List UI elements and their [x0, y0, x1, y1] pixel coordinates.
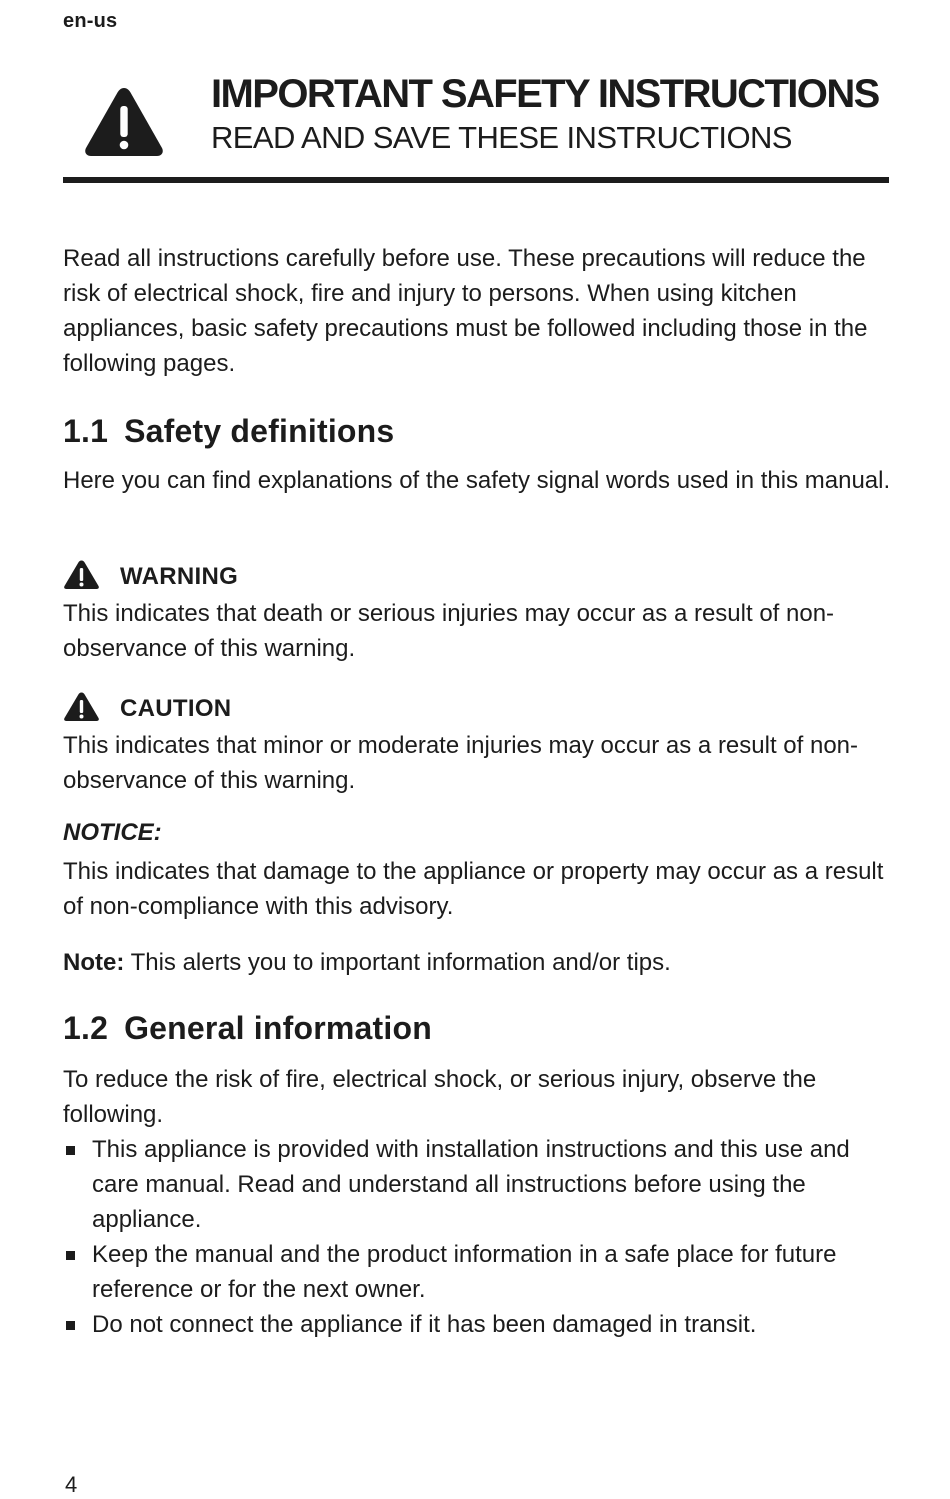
list-item — [63, 1132, 893, 1237]
notice-label: NOTICE: — [63, 819, 162, 846]
warning-triangle-icon — [63, 559, 100, 590]
note-label: Note: — [63, 949, 125, 976]
list-item — [63, 1307, 893, 1342]
note-text: This alerts you to important information and/or tips. — [130, 949, 671, 976]
section-heading-general-information — [63, 1010, 432, 1047]
section-number: 1.1 — [63, 413, 109, 449]
page-subtitle: READ AND SAVE THESE INSTRUCTIONS — [211, 120, 792, 155]
language-tag: en-us — [63, 10, 118, 32]
section-intro: To reduce the risk of fire, electrical shock, or serious injury, observe the following. — [63, 1066, 817, 1128]
section-heading-safety-definitions — [63, 413, 394, 450]
signal-word-caution: CAUTION — [120, 695, 232, 722]
notice-description: This indicates that damage to the appliance or property may occur as a result of non-compliance with this advisory. — [63, 858, 884, 920]
bullet-square-icon — [66, 1321, 75, 1330]
caution-description: This indicates that minor or moderate injuries may occur as a result of non-observance of this warning. — [63, 732, 859, 794]
section-intro: Here you can find explanations of the safety signal words used in this manual. — [63, 467, 891, 494]
warning-triangle-icon — [83, 84, 165, 158]
header-divider — [63, 177, 889, 183]
intro-paragraph: Read all instructions carefully before use. These precautions will reduce the risk of electrical shock, fire and injury to persons. When using kitchen appliances, basic safety precautions must be followed including those in the following pages. — [63, 245, 868, 377]
general-information-list — [63, 1132, 893, 1342]
warning-description: This indicates that death or serious injuries may occur as a result of non-observance of this warning. — [63, 600, 835, 662]
section-number: 1.2 — [63, 1010, 109, 1046]
page-number: 4 — [65, 1472, 78, 1497]
list-item-text: Keep the manual and the product information in a safe place for future reference or for the next owner. — [92, 1241, 837, 1303]
section-title: General information — [124, 1010, 432, 1046]
bullet-square-icon — [66, 1251, 75, 1260]
list-item — [63, 1237, 893, 1307]
note-line — [63, 945, 671, 980]
list-item-text: Do not connect the appliance if it has been damaged in transit. — [92, 1311, 757, 1338]
list-item-text: This appliance is provided with installation instructions and this use and care manual. Read and understand all instructions before using the appliance. — [92, 1136, 850, 1233]
page-title: IMPORTANT SAFETY INSTRUCTIONS — [211, 72, 879, 116]
warning-triangle-icon — [63, 691, 100, 722]
bullet-square-icon — [66, 1146, 75, 1155]
signal-word-warning: WARNING — [120, 563, 239, 590]
section-title: Safety definitions — [124, 413, 395, 449]
